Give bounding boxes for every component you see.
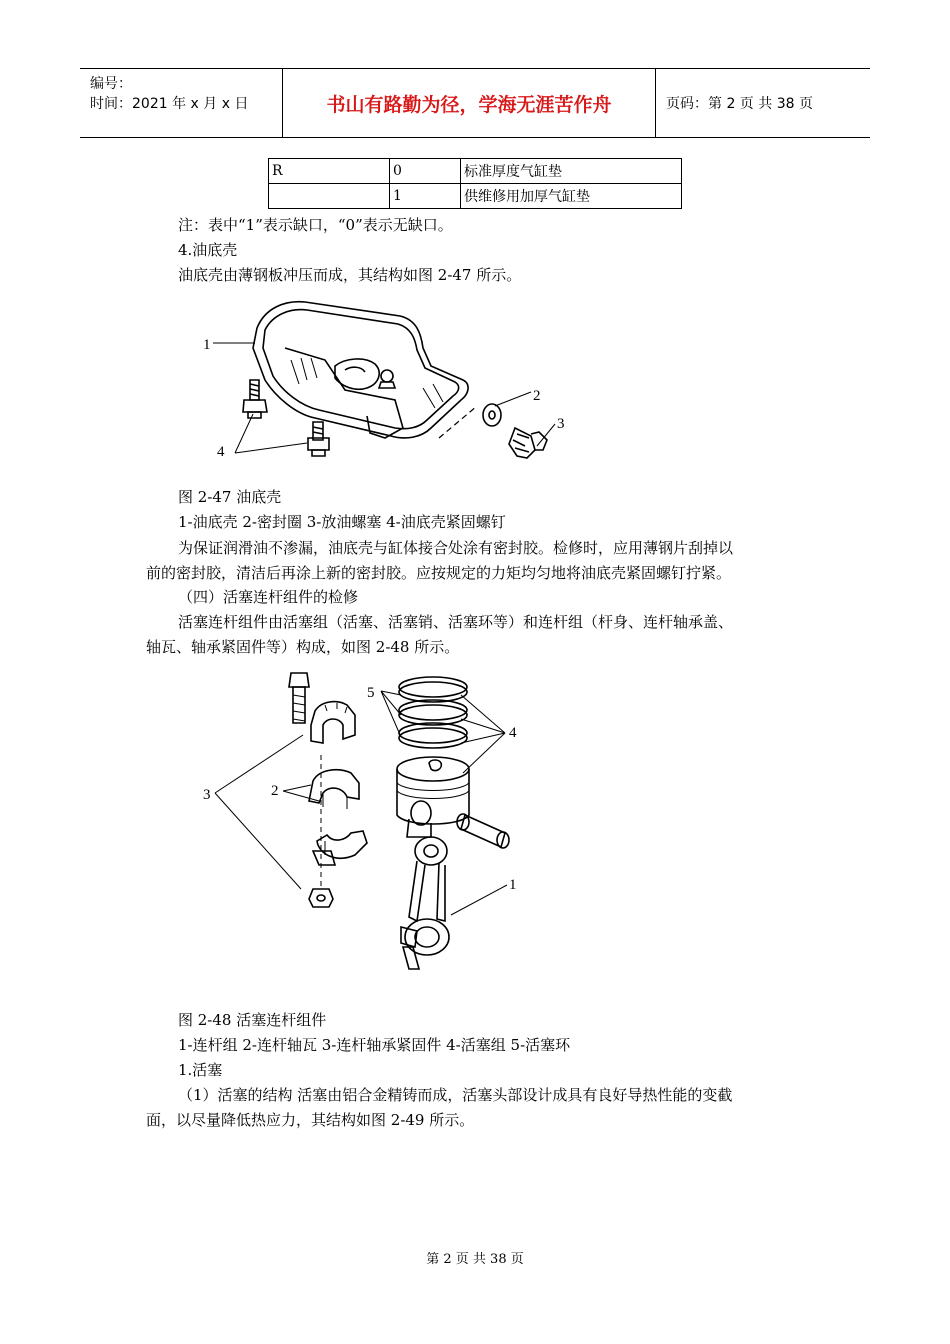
time-label: 时间：2021 年 x 月 x 日	[90, 96, 249, 112]
table-cell: 1	[390, 184, 461, 209]
figure-label: 3	[203, 787, 211, 803]
figure-label: 3	[557, 416, 565, 432]
figure-label: 5	[367, 685, 375, 701]
paragraph-line: 前的密封胶，清洁后再涂上新的密封胶。应按规定的力矩均匀地将油底壳紧固螺钉拧紧。	[146, 564, 732, 582]
oil-pan-figure	[195, 288, 585, 473]
pan-bolt	[308, 422, 329, 456]
header-motto: 书山有路勤为径，学海无涯苦作舟	[283, 69, 656, 137]
piston-rod-figure	[195, 665, 535, 985]
table-cell	[269, 184, 390, 209]
paragraph-line: 活塞连杆组件由活塞组（活塞、活塞销、活塞环等）和连杆组（杆身、连杆轴承盖、	[178, 613, 734, 631]
oil-pan-rim	[253, 302, 468, 438]
bearing-shell-upper	[309, 770, 359, 803]
figure-label: 2	[533, 388, 541, 404]
piston-rings	[399, 677, 467, 748]
fig48-legend: 1-连杆组 2-连杆轴瓦 3-连杆轴承紧固件 4-活塞组 5-活塞环	[178, 1036, 571, 1054]
page-header	[80, 68, 870, 138]
fig47-legend: 1-油底壳 2-密封圈 3-放油螺塞 4-油底壳紧固螺钉	[178, 513, 506, 531]
fig48-caption: 图 2-48 活塞连杆组件	[178, 1011, 327, 1029]
gasket-code-table	[268, 158, 682, 209]
rod-big-end	[311, 702, 355, 743]
pan-bolt	[243, 380, 267, 418]
table-row	[269, 159, 682, 184]
rod-bolt	[289, 673, 309, 723]
paragraph-line: 为保证润滑油不渗漏，油底壳与缸体接合处涂有密封胶。检修时，应用薄钢片刮掉以	[178, 539, 734, 557]
paragraph-line: （1）活塞的结构 活塞由铝合金精铸而成，活塞头部设计成具有良好导热性能的变截	[178, 1086, 733, 1104]
paragraph-line: 面，以尽量降低热应力，其结构如图 2-49 所示。	[146, 1111, 475, 1129]
fig47-caption: 图 2-47 油底壳	[178, 488, 282, 506]
seal-ring	[483, 404, 501, 426]
section-title-piston: 1.活塞	[178, 1061, 223, 1079]
paragraph-line: 轴瓦、轴承紧固件等）构成，如图 2-48 所示。	[146, 638, 460, 656]
header-page-info: 页码：第 2 页 共 38 页	[666, 96, 813, 112]
connecting-rod	[401, 837, 449, 969]
oil-pan-intro: 油底壳由薄钢板冲压而成，其结构如图 2-47 所示。	[178, 266, 522, 284]
rod-nut	[309, 889, 333, 907]
figure-label: 2	[271, 783, 279, 799]
number-label: 编号：	[90, 76, 132, 92]
page-footer: 第 2 页 共 38 页	[426, 1252, 524, 1267]
figure-label: 4	[509, 725, 517, 741]
table-row	[269, 184, 682, 209]
table-cell: 标准厚度气缸垫	[461, 159, 682, 184]
table-cell: 供维修用加厚气缸垫	[461, 184, 682, 209]
drain-plug	[509, 428, 547, 458]
section-title-piston-rod: （四）活塞连杆组件的检修	[178, 588, 359, 606]
figure-label: 1	[203, 337, 211, 353]
figure-label: 1	[509, 877, 517, 893]
table-cell: 0	[390, 159, 461, 184]
figure-label: 4	[217, 444, 225, 460]
header-meta	[80, 69, 283, 137]
table-cell: R	[269, 159, 390, 184]
table-note: 注：表中“1”表示缺口，“0”表示无缺口。	[178, 216, 453, 234]
section-title-oil-pan: 4.油底壳	[178, 241, 238, 259]
